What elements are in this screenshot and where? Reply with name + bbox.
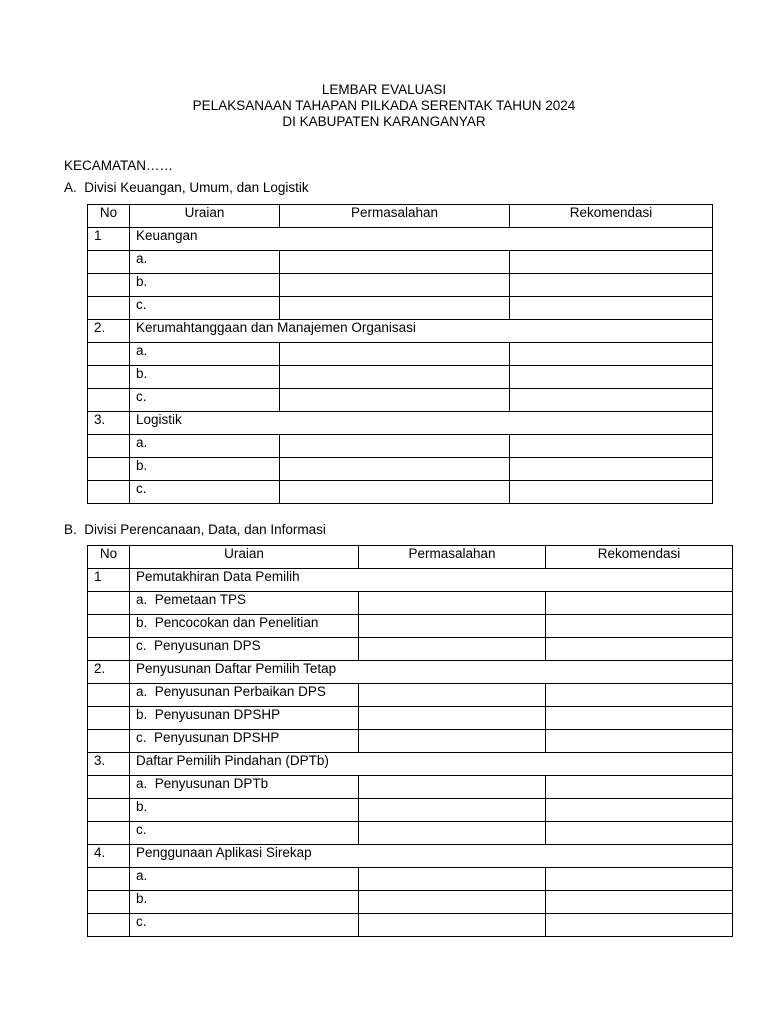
table-row [88,274,713,297]
row-number [88,366,130,389]
row-rekomendasi [510,297,713,320]
row-number [88,891,130,914]
row-uraian: a. Penyusunan DPTb [130,776,359,799]
row-uraian: c. [130,481,280,504]
row-number [88,776,130,799]
header-no: No [88,205,130,228]
row-rekomendasi [546,638,733,661]
table-row [88,458,713,481]
table-row [88,684,733,707]
table-row [88,389,713,412]
header-uraian: Uraian [130,205,280,228]
row-number [88,389,130,412]
row-permasalahan [359,638,546,661]
group-number: 2. [88,320,130,343]
row-number [88,251,130,274]
row-number [88,868,130,891]
table-row [88,481,713,504]
row-permasalahan [359,615,546,638]
group-number: 4. [88,845,130,868]
row-uraian: c. [130,822,359,845]
group-title: Pemutakhiran Data Pemilih [130,569,733,592]
title-line-1: LEMBAR EVALUASI [321,82,447,97]
row-rekomendasi [546,891,733,914]
header-permasalahan: Permasalahan [280,205,510,228]
table-row [88,799,733,822]
row-rekomendasi [510,366,713,389]
row-rekomendasi [546,730,733,753]
row-uraian: b. [130,274,280,297]
table-row [88,730,733,753]
row-uraian: c. Penyusunan DPSHP [130,730,359,753]
row-uraian: c. [130,914,359,937]
row-permasalahan [280,481,510,504]
group-row [88,569,733,592]
table-row [88,822,733,845]
row-number [88,343,130,366]
row-uraian: b. [130,799,359,822]
group-title: Kerumahtanggaan dan Manajemen Organisasi [130,320,713,343]
table-row [88,343,713,366]
row-number [88,822,130,845]
row-number [88,297,130,320]
row-number [88,592,130,615]
row-number [88,799,130,822]
header-no: No [88,546,130,569]
title-line-3: DI KABUPATEN KARANGANYAR [282,114,486,129]
row-number [88,914,130,937]
row-rekomendasi [510,343,713,366]
table-row [88,868,733,891]
row-permasalahan [359,868,546,891]
table-header-row [88,546,733,569]
row-uraian: b. [130,891,359,914]
group-row [88,753,733,776]
table-row [88,638,733,661]
row-rekomendasi [546,776,733,799]
group-title: Logistik [130,412,713,435]
row-uraian: a. [130,435,280,458]
row-rekomendasi [546,615,733,638]
row-uraian: a. [130,868,359,891]
header-rekomendasi: Rekomendasi [546,546,733,569]
row-number [88,615,130,638]
row-permasalahan [359,914,546,937]
row-uraian: b. [130,458,280,481]
document-title [0,82,768,130]
row-number [88,435,130,458]
row-number [88,274,130,297]
row-uraian: a. Penyusunan Perbaikan DPS [130,684,359,707]
table-row [88,707,733,730]
row-rekomendasi [546,822,733,845]
row-permasalahan [359,891,546,914]
row-permasalahan [359,822,546,845]
row-permasalahan [359,592,546,615]
group-row [88,661,733,684]
row-number [88,730,130,753]
row-permasalahan [359,799,546,822]
group-title: Keuangan [130,228,713,251]
table-section-b [87,545,733,937]
group-number: 2. [88,661,130,684]
section-b-heading: B. Divisi Perencanaan, Data, dan Informasi [64,522,326,537]
group-number: 3. [88,753,130,776]
row-uraian: b. Penyusunan DPSHP [130,707,359,730]
table-header-row [88,205,713,228]
row-rekomendasi [546,799,733,822]
header-permasalahan: Permasalahan [359,546,546,569]
row-rekomendasi [546,914,733,937]
table-section-a [87,204,713,504]
row-permasalahan [280,251,510,274]
row-rekomendasi [510,458,713,481]
row-number [88,707,130,730]
row-permasalahan [359,730,546,753]
row-uraian: c. Penyusunan DPS [130,638,359,661]
row-rekomendasi [510,435,713,458]
row-rekomendasi [510,389,713,412]
group-title: Daftar Pemilih Pindahan (DPTb) [130,753,733,776]
row-uraian: a. [130,343,280,366]
row-permasalahan [280,458,510,481]
row-number [88,458,130,481]
table-row [88,366,713,389]
row-permasalahan [359,684,546,707]
table-row [88,297,713,320]
row-rekomendasi [546,707,733,730]
header-uraian: Uraian [130,546,359,569]
table-row [88,776,733,799]
row-uraian: c. [130,389,280,412]
table-row [88,435,713,458]
table-row [88,891,733,914]
row-rekomendasi [510,481,713,504]
row-rekomendasi [510,251,713,274]
row-permasalahan [359,776,546,799]
row-rekomendasi [546,592,733,615]
row-permasalahan [280,343,510,366]
row-permasalahan [280,274,510,297]
kecamatan-label: KECAMATAN…… [64,158,174,173]
group-number: 1 [88,228,130,251]
group-row [88,412,713,435]
row-permasalahan [280,389,510,412]
group-title: Penggunaan Aplikasi Sirekap [130,845,733,868]
title-line-2: PELAKSANAAN TAHAPAN PILKADA SERENTAK TAHUN 2024 [192,98,576,113]
row-number [88,481,130,504]
row-uraian: c. [130,297,280,320]
table-row [88,251,713,274]
group-row [88,320,713,343]
row-rekomendasi [510,274,713,297]
group-title: Penyusunan Daftar Pemilih Tetap [130,661,733,684]
section-a-heading: A. Divisi Keuangan, Umum, dan Logistik [64,180,309,195]
table-row [88,592,733,615]
row-rekomendasi [546,684,733,707]
group-number: 3. [88,412,130,435]
row-permasalahan [280,366,510,389]
table-row [88,914,733,937]
row-uraian: b. [130,366,280,389]
row-number [88,638,130,661]
table-row [88,615,733,638]
header-rekomendasi: Rekomendasi [510,205,713,228]
row-uraian: b. Pencocokan dan Penelitian [130,615,359,638]
row-uraian: a. Pemetaan TPS [130,592,359,615]
group-number: 1 [88,569,130,592]
group-row [88,228,713,251]
group-row [88,845,733,868]
row-uraian: a. [130,251,280,274]
row-permasalahan [359,707,546,730]
row-permasalahan [280,435,510,458]
row-rekomendasi [546,868,733,891]
row-number [88,684,130,707]
row-permasalahan [280,297,510,320]
